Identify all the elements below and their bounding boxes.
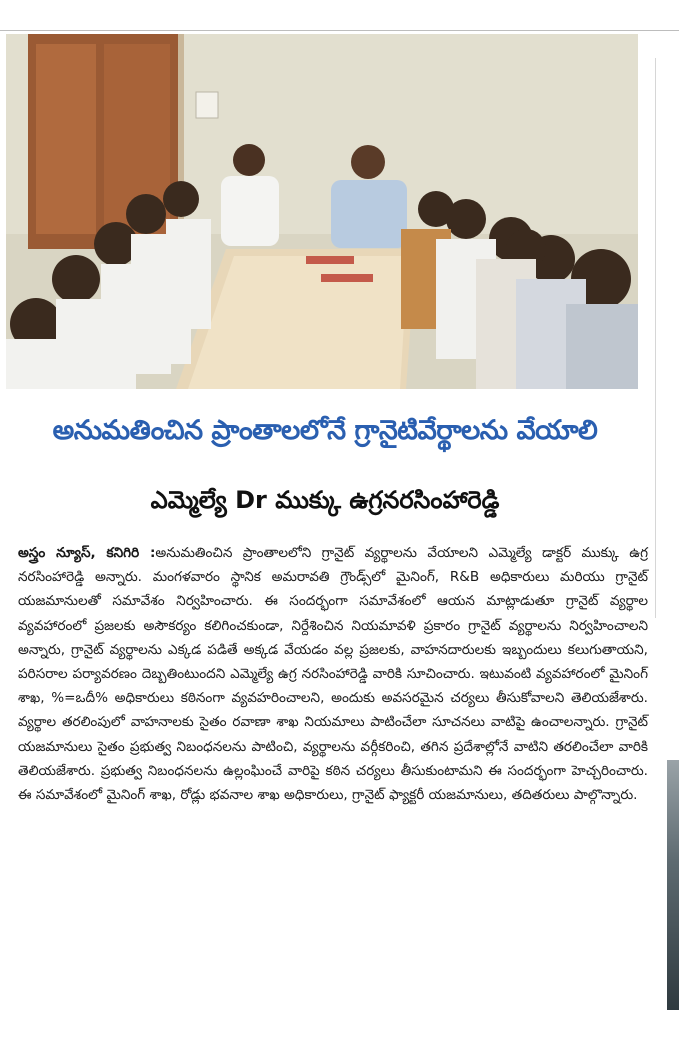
article-subheadline: ఎమ్మెల్యే Dr ముక్కు ఉగ్రనరసింహారెడ్డి	[150, 486, 500, 514]
article-body-text: అనుమతించిన ప్రాంతాలలోని గ్రానైట్ వ్యర్థాలను వేయాలని ఎమ్మెల్యే డాక్టర్ ముక్కు ఉగ్ర నరసింహారెడ్డి అన్నారు. మంగళవారం స్థానిక అమరావతి గ్రౌండ్స్‌లో మైనింగ్, R&B అధికారులు మరియు గ్రానైట్ యజమానులతో సమావేశం నిర్వహించారు. ఈ సందర్భంగా సమావేశంలో ఆయన మాట్లాడుతూ గ్రానైట్ వ్యర్థాల వ్యవహారంలో ప్రజలకు అసౌకర్యం కలిగించకుండా, నిర్దేశించిన నియమావళి ప్రకారం గ్రానైట్ వ్యర్థాలను నిర్వహించాలని అన్నారు, గ్రానైట్ వ్యర్థాలను ఎక్కడ పడితే అక్కడ వేయడం వల్ల ప్రజలకు, వాహనదారులకు ఇబ్బందులు కలుగుతాయని, పరిసరాల పర్యావరణం దెబ్బతింటుందని ఎమ్మెల్యే ఉగ్ర నరసింహారెడ్డి వారికి సూచించారు. ఇటువంటి వ్యవహారంలో మైనింగ్ శాఖ, %=ఒదీ% అధికారులు కఠినంగా వ్యవహరించాలని, అందుకు అవసరమైన చర్యలు తీసుకోవాలని తెలియజేశారు. వ్యర్థాల తరలింపులో వాహనాలకు సైతం రవాణా శాఖ నియమాలు పాటించేలా సూచనలు వాటిపై ఉంచాలన్నారు. గ్రానైట్ యజమానులు సైతం ప్రభుత్వ నిబంధనలను పాటించి, వ్యర్థాలను వర్గీకరించి, తగిన ప్రదేశాల్లోనే వాటిని తరలించేలా వారికి తెలియజేశారు. ప్రభుత్వ నిబంధనలను ఉల్లంఘించే వారిపై కఠిన చర్యలు తీసుకుంటామని ఈ సందర్భంగా హెచ్చరించారు. ఈ సమావేశంలో మైనింగ్ శాఖ, రోడ్లు భవనాల శాఖ అధికారులు, గ్రానైట్ ఫ్యాక్టరీ యజమానులు, తదితరులు పాల్గొన్నారు.	[18, 545, 648, 804]
article-headline: అనుమతించిన ప్రాంతాలలోనే గ్రానైటివేర్థాలను వేయాలి	[52, 415, 598, 446]
news-photo-meeting	[6, 34, 638, 389]
article-body	[18, 541, 648, 807]
article-dateline: అస్త్రం న్యూస్, కనిగిరి :	[18, 545, 156, 561]
adjacent-photo-edge	[667, 760, 679, 1010]
column-divider	[655, 58, 656, 618]
top-rule	[0, 30, 679, 31]
